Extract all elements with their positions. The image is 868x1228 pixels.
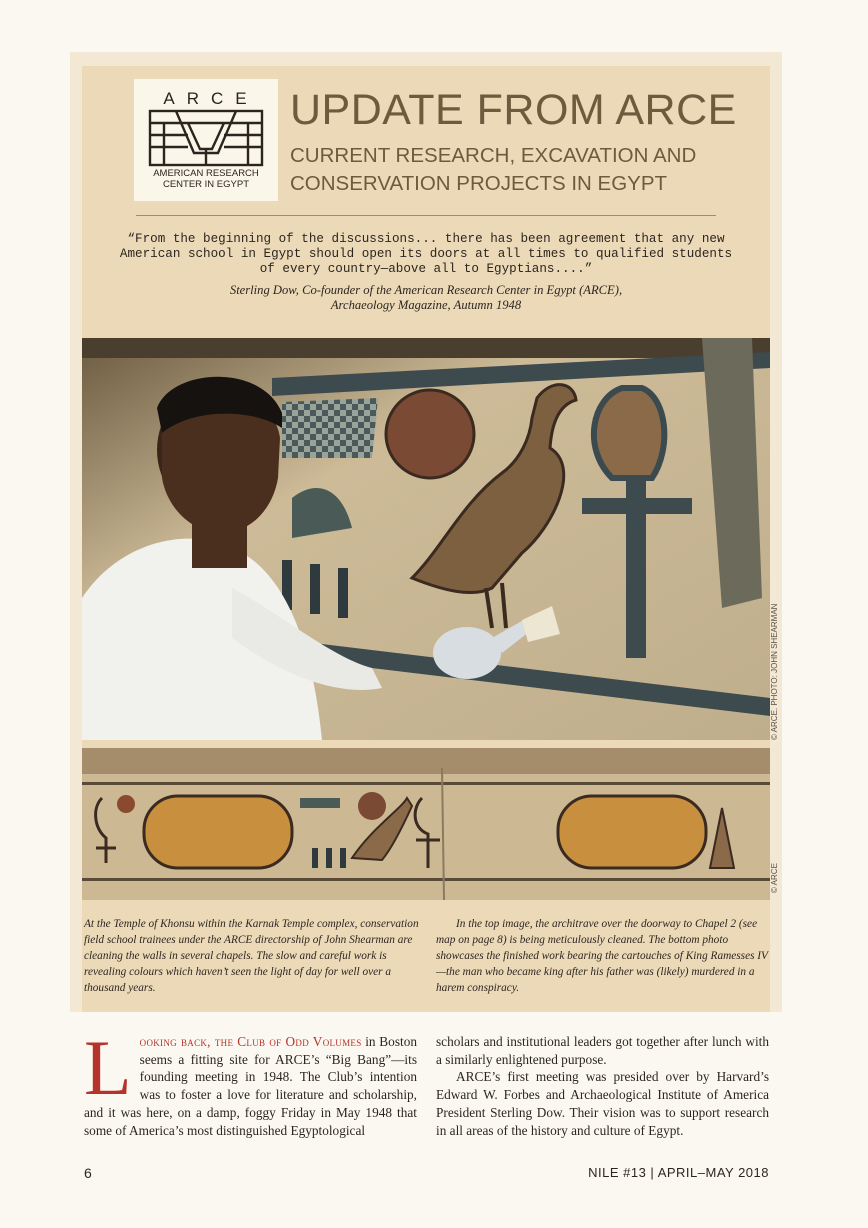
arce-emblem-icon	[148, 109, 264, 167]
photo-conservator-cleaning-wall	[82, 338, 770, 740]
photo-credit-bottom: © ARCE	[770, 863, 779, 893]
pull-quote: “From the beginning of the discussions... there has been agreement that any new American school in Egypt should open its doors at all times to qualified students of every country—above all to Egyptians....”	[119, 232, 733, 276]
logo-wordmark: ARCE	[163, 89, 259, 108]
caption-right-text: In the top image, the architrave over the doorway to Chapel 2 (see map on page 8) is being meticulously cleaned. The bottom photo showcases the finished work bearing the cartouches of King Ramesses IV—the man who became king after his father was (likely) murdered in a harem conspiracy.	[436, 918, 768, 994]
lead-in: ooking back, the Club of Odd Volumes	[139, 1034, 362, 1049]
arce-logo	[134, 79, 278, 201]
page-number: 6	[84, 1165, 92, 1181]
attribution-line-2: Archaeology Magazine, Autumn 1948	[330, 298, 522, 312]
body-column-1	[84, 1024, 417, 1139]
body-text-2: scholars and institutional leaders got together after lunch with a similarly enlightened purpose.	[436, 1034, 769, 1067]
attribution-line-1: Sterling Dow, Co-founder of the American Research Center in Egypt (ARCE),	[229, 283, 623, 297]
caption-right	[436, 917, 771, 997]
photo-restored-cartouches	[82, 748, 770, 900]
body-text-1: in Boston seems a fitting site for ARCE’s “Big Bang”—its founding meeting in 1948. The Club’s intention was to foster a love for literature and scholarship, and it was here, on a damp, foggy Friday in May 1948 that some of America’s most distinguished Egyptological	[84, 1034, 417, 1138]
page-subtitle: CURRENT RESEARCH, EXCAVATION AND CONSERVATION PROJECTS IN EGYPT	[290, 144, 697, 195]
quote-attribution	[110, 283, 742, 313]
caption-left: At the Temple of Khonsu within the Karnak Temple complex, conservation field school trainees under the ARCE directorship of John Shearman are cleaning the walls in several chapels. The slow and careful work is revealing colours which haven’t seen the light of day for well over a thousand years.	[84, 918, 419, 994]
photo-illustration-frieze	[82, 748, 770, 900]
photo-credit-top: © ARCE. PHOTO: JOHN SHEARMAN	[770, 603, 779, 740]
body-text-3: ARCE’s first meeting was presided over by Harvard’s Edward W. Forbes and Archaeological Institute of America President Sterling Dow. Their vision was to support research in all areas of the history and culture of Egypt.	[436, 1069, 769, 1138]
photo-illustration	[82, 338, 770, 740]
body-column-2	[436, 1033, 769, 1139]
issue-label: NILE #13 | APRIL–MAY 2018	[588, 1165, 769, 1180]
logo-caption: AMERICAN RESEARCH CENTER IN EGYPT	[153, 168, 259, 190]
divider	[136, 215, 716, 216]
drop-cap: L	[84, 1024, 132, 1111]
page-title: UPDATE FROM ARCE	[290, 86, 737, 134]
